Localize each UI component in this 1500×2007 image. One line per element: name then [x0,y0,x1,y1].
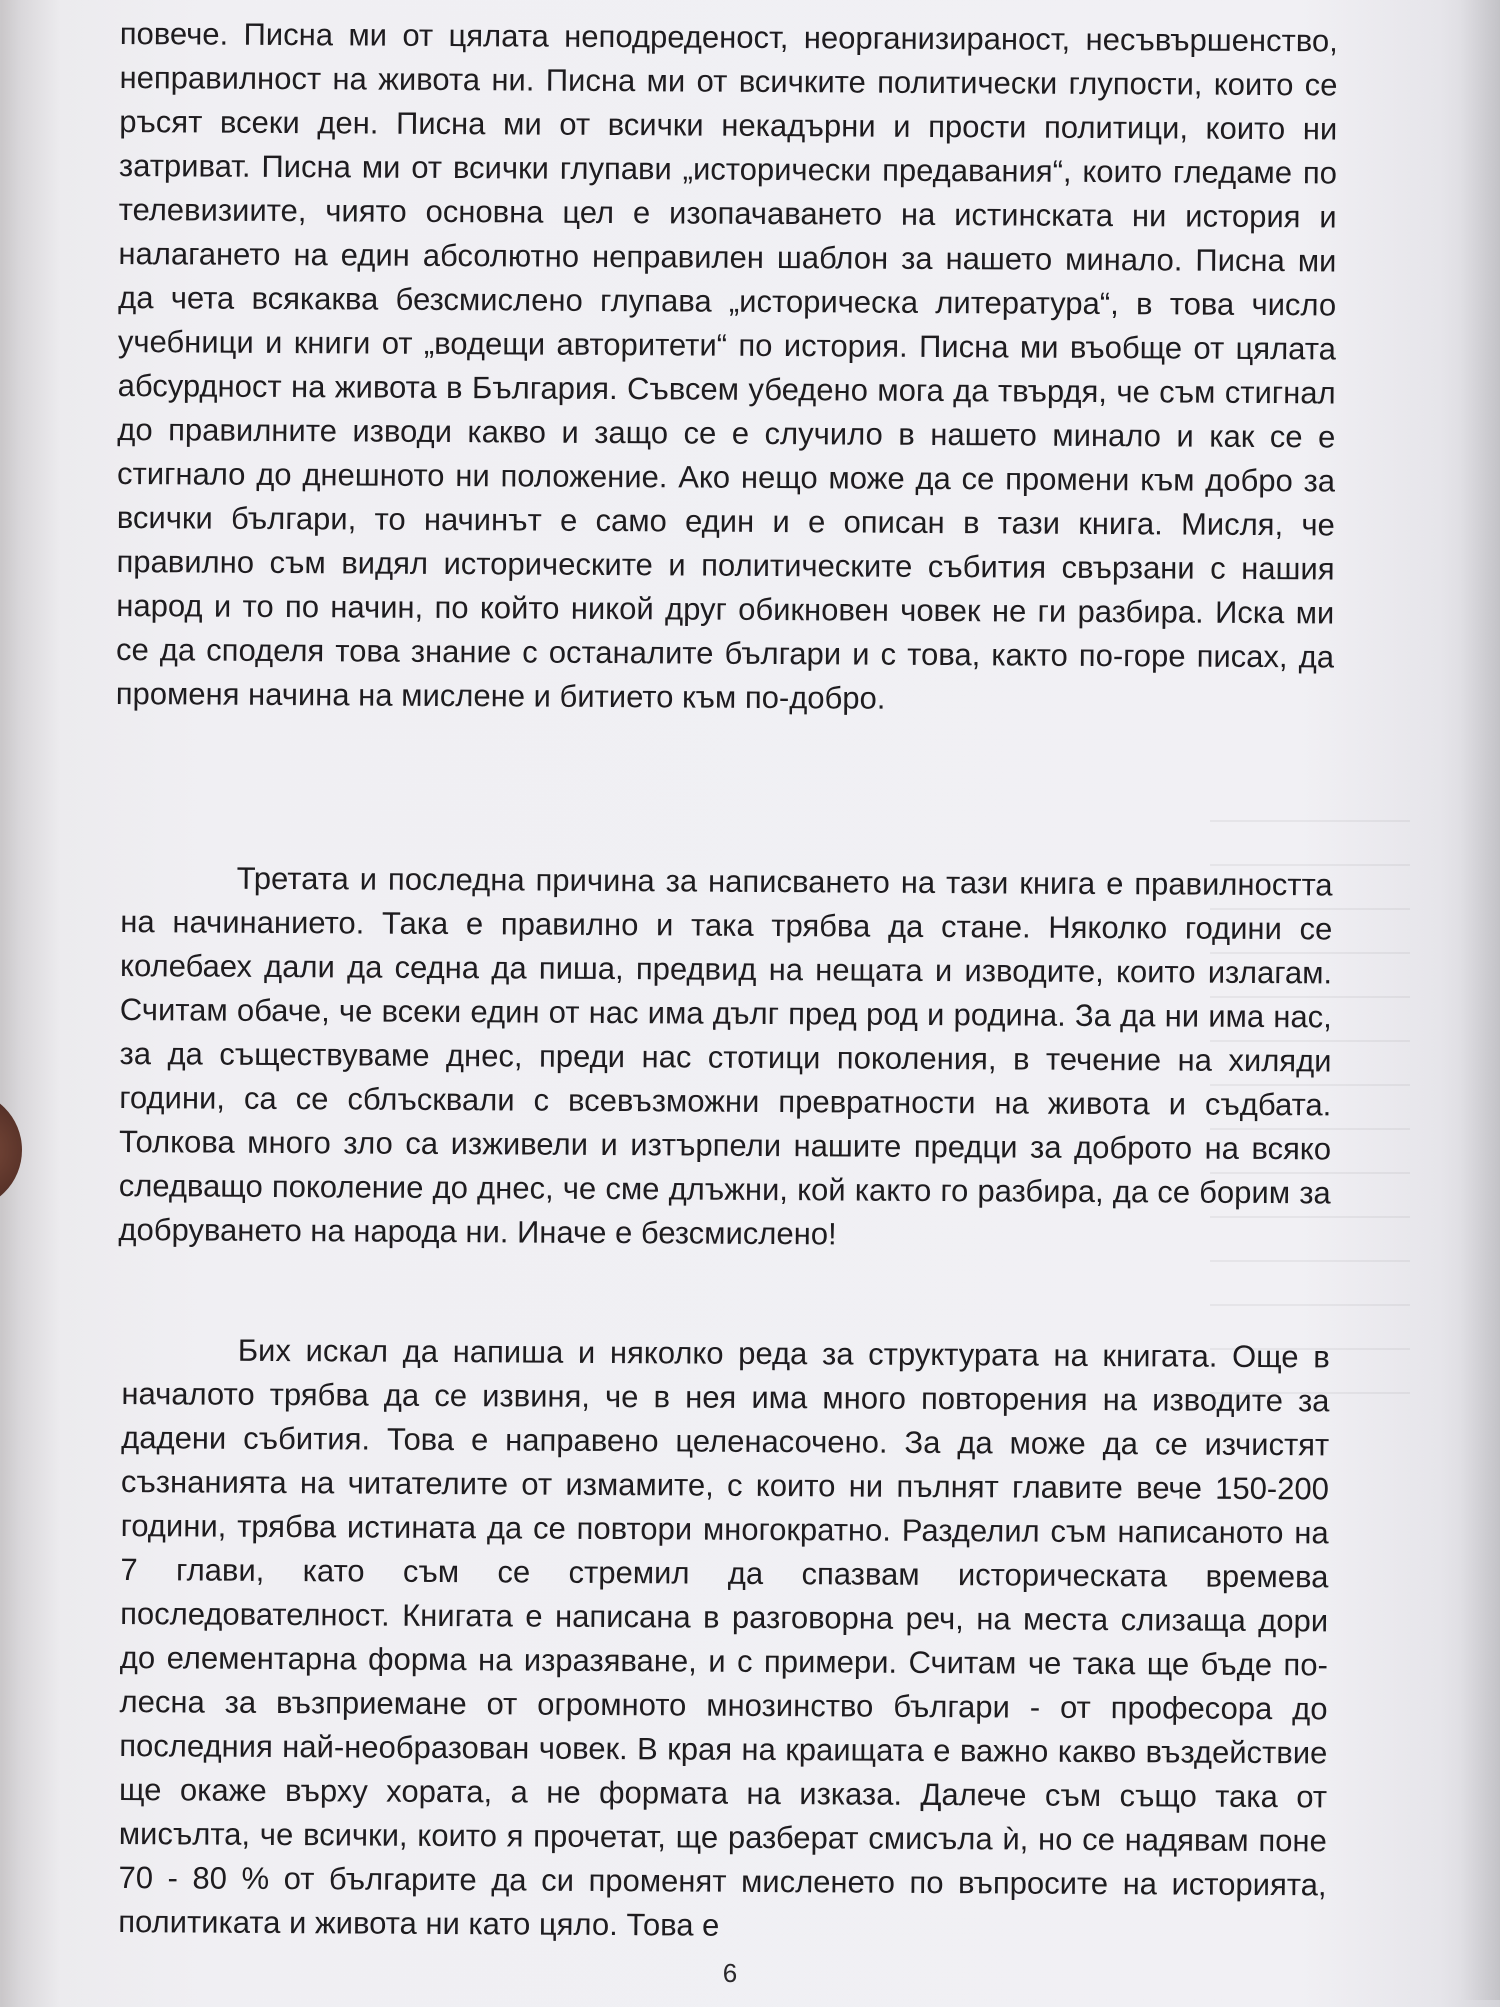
paragraph-1: повече. Писна ми от цялата неподреденост, неорганизираност, несъвършенство, неправилност на живота ни. Писна ми от всичките политически глупости, които се ръсят всеки ден. Писна ми от всички некадърни и прости политици, които ни затриват. Писна ми от всички глупави „исторически предавания“, които гледаме по телевизиите, чиято основна цел е изопачаването на истинската ни история и налагането на един абсолютно неправилен шаблон за нашето минало. Писна ми да чета всякаква безсмислено глупава „историческа литература“, в това число учебници и книги от „водещи авторитети“ по история. Писна ми въобще от цялата абсурдност на живота в България. Съвсем убедено мога да твърдя, че съм стигнал до правилните изводи какво и защо се е случило в нашето минало и как се е стигнало до днешното ни положение. Ако нещо може да се промени към добро за всички българи, то начинът е само един и е описан в тази книга. Мисля, че правилно съм видял историческите и политическите събития свързани с нашия народ и то по начин, по който никой друг обикновен човек не ги разбира. Иска ми се да споделя това знание с останалите българи и с това, както по-горе писах, да променя начина на мислене и битието към по-добро. [115,15,1338,716]
finger-holding-page [0,1090,22,1210]
paragraph-3: Бих искал да напиша и няколко реда за структурата на книгата. Още в началото трябва да се извиня, че в нея има много повторения на изводите за дадени събития. Това е направено целенасочено. За да може да се изчистят съзнанията на читателите от измамите, с които ни пълнят главите вече 150-200 години, трябва истината да се повтори многократно. Разделил съм написаното на 7 глави, като съм се стремил да спазвам историческата времева последователност. Книгата е написана в разговорна реч, на места слизаща дори до елементарна форма на изразяване, и с примери. Считам че така ще бъде по-лесна за възприемане от огромното мнозинство българи - от професора до последния най-необразован човек. В края на краищата е важно какво въздействие ще окаже върху хората, а не формата на изказа. Далече съм също така от мисълта, че всички, които я прочетат, ще разберат смисъла ѝ, но се надявам поне 70 - 80 % от българите да си променят мисленето по въпросите на историята, политиката и живота ни като цяло. Това е [118,1332,1330,1943]
book-page [108,0,1340,2007]
page-edge-shadow [1460,0,1500,2000]
paragraph-2: Третата и последна причина за написването на тази книга е правилността на начинанието. Така е правилно и така трябва да стане. Няколко години се колебаех дали да седна да пиша, предвид на нещата и изводите, които излагам. Считам обаче, че всеки един от нас има дълг пред род и родина. За да ни има нас, за да съществуваме днес, преди нас стотици поколения, в течение на хиляди години, са се сблъсквали с всевъзможни превратности на живота и съдбата. Толкова много зло са изживели и изтърпели нашите предци за доброто на всяко следващо поколение до днес, че сме длъжни, кой както го разбира, да се борим за добруването на народа ни. Иначе е безсмислено! [118,860,1333,1252]
page-number: 6 [722,1958,738,1988]
